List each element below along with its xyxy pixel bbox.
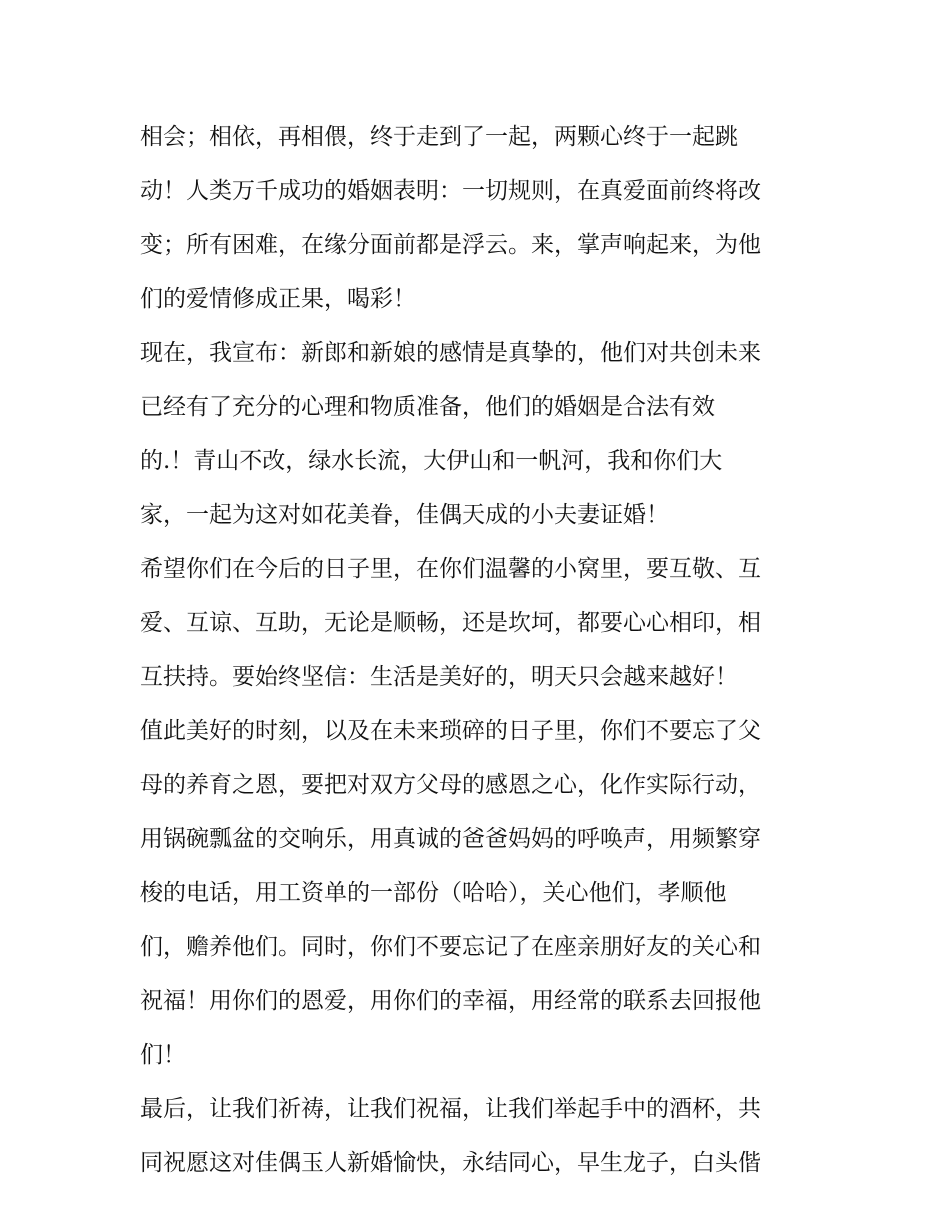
text-line: 们，赡养他们。同时，你们不要忘记了在座亲朋好友的关心和 <box>140 934 761 960</box>
text-line: 已经有了充分的心理和物质准备，他们的婚姻是合法有效 <box>140 394 715 420</box>
text-line: 梭的电话，用工资单的一部份（哈哈），关心他们，孝顺他 <box>140 880 727 906</box>
text-line: 同祝愿这对佳偶玉人新婚愉快，永结同心，早生龙子，白头偕 <box>140 1150 761 1176</box>
text-line: 最后，让我们祈祷，让我们祝福，让我们举起手中的酒杯，共 <box>140 1096 761 1122</box>
text-line: 变；所有困难，在缘分面前都是浮云。来，掌声响起来，为他 <box>140 232 761 258</box>
text-line: 互扶持。要始终坚信：生活是美好的，明天只会越来越好！ <box>140 664 738 690</box>
text-line: 现在，我宣布：新郎和新娘的感情是真挚的，他们对共创未来 <box>140 340 761 366</box>
text-line: 的.！青山不改，绿水长流，大伊山和一帆河，我和你们大 <box>140 448 723 474</box>
text-line: 动！人类万千成功的婚姻表明：一切规则，在真爱面前终将改 <box>140 178 761 204</box>
text-line: 相会；相依，再相偎，终于走到了一起，两颗心终于一起跳 <box>140 124 738 150</box>
document-body <box>140 110 820 1190</box>
text-line: 祝福！用你们的恩爱，用你们的幸福，用经常的联系去回报他 <box>140 988 761 1014</box>
text-line: 希望你们在今后的日子里，在你们温馨的小窝里，要互敬、互 <box>140 556 761 582</box>
text-line: 值此美好的时刻，以及在未来琐碎的日子里，你们不要忘了父 <box>140 718 761 744</box>
text-line: 母的养育之恩，要把对双方父母的感恩之心，化作实际行动， <box>140 772 761 798</box>
text-line: 们的爱情修成正果，喝彩！ <box>140 286 416 312</box>
text-line: 们！ <box>140 1042 186 1068</box>
text-line: 用锅碗瓢盆的交响乐，用真诚的爸爸妈妈的呼唤声，用频繁穿 <box>140 826 761 852</box>
text-line: 爱、互谅、互助，无论是顺畅，还是坎坷，都要心心相印，相 <box>140 610 761 636</box>
text-line: 家，一起为这对如花美眷，佳偶天成的小夫妻证婚！ <box>140 502 669 528</box>
